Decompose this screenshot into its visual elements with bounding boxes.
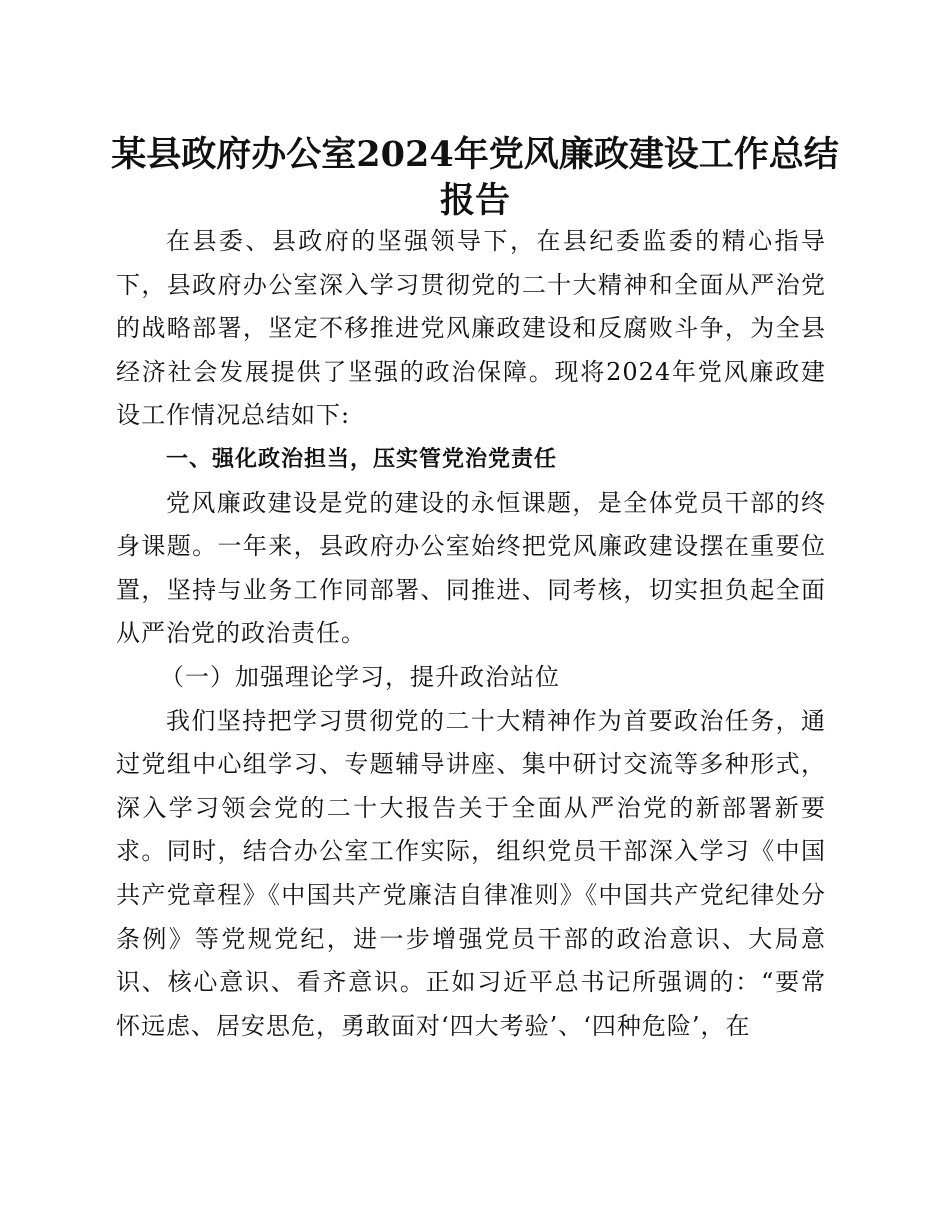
intro-paragraph: 在县委、县政府的坚强领导下，在县纪委监委的精心指导下，县政府办公室深入学习贯彻党的二十大精神和全面从严治党的战略部署，坚定不移推进党风廉政建设和反腐败斗争，为全县经济社会发展提供了坚强的政治保障。现将2024年党风廉政建设工作情况总结如下:: [116, 227, 826, 430]
section-1-paragraph: 党风廉政建设是党的建设的永恒课题，是全体党员干部的终身课题。一年来，县政府办公室始终把党风廉政建设摆在重要位置，坚持与业务工作同部署、同推进、同考核，切实担负起全面从严治党的政治责任。: [116, 488, 826, 648]
document-title: 某县政府办公室2024年党风廉政建设工作总结报告: [111, 134, 839, 221]
document-body: [116, 220, 826, 1048]
subsection-heading-1: （一）加强理论学习，提升政治站位: [160, 662, 560, 691]
section-heading-1: 一、强化政治担当，压实管党治党责任: [166, 446, 558, 472]
subsection-1-paragraph: 我们坚持把学习贯彻党的二十大精神作为首要政治任务，通过党组中心组学习、专题辅导讲座、集中研讨交流等多种形式，深入学习领会党的二十大报告关于全面从严治党的新部署新要求。同时，结合办公室工作实际，组织党员干部深入学习《中国共产党章程》《中国共产党廉洁自律准则》《中国共产党纪律处分条例》等党规党纪，进一步增强党员干部的政治意识、大局意识、核心意识、看齐意识。正如习近平总书记所强调的：“要常怀远虑、居安思危，勇敢面对‘四大考验’、‘四种危险’，在: [116, 706, 826, 1040]
